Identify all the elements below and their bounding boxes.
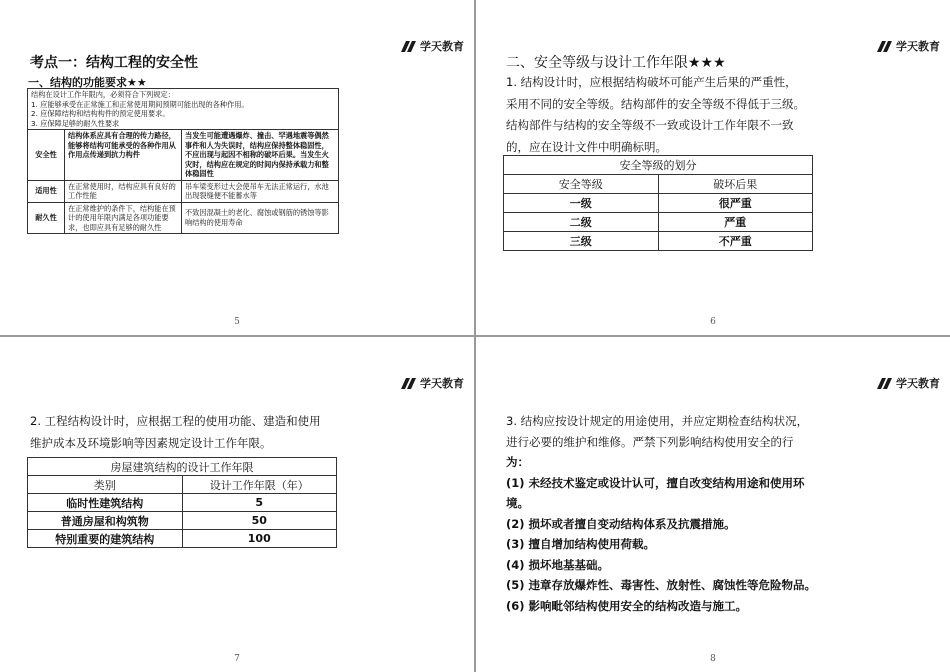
paragraph-line: 结构部件与结构的安全等级不一致或设计工作年限不一致 <box>506 118 794 132</box>
table-cell: 一级 <box>504 194 659 213</box>
table-cell: 临时性建筑结构 <box>28 494 183 512</box>
list-item: (1) 未经技术鉴定或设计认可，擅自改变结构用途和使用环 <box>506 475 805 490</box>
paragraph-line: 3. 结构应按设计规定的用途使用，并应定期检查结构状况， <box>506 414 809 428</box>
list-item: (6) 影响毗邻结构使用安全的结构改造与施工。 <box>506 598 748 613</box>
table-row <box>504 232 813 251</box>
paragraph-line: 的，应在设计文件中明确标明。 <box>506 139 667 154</box>
table-row <box>504 194 813 213</box>
function-requirements-table <box>27 88 339 234</box>
section-subtitle: 一、结构的功能要求★★ <box>28 76 147 89</box>
table-cell: 100 <box>182 530 337 548</box>
table-cell: 二级 <box>504 213 659 232</box>
logo-text: 学天教育 <box>896 40 940 53</box>
paragraph <box>506 72 826 158</box>
table-cell: 很严重 <box>658 194 813 213</box>
slide-6 <box>476 0 950 335</box>
table-caption-row <box>504 156 813 175</box>
safety-grade-table <box>503 155 813 251</box>
page-number: 7 <box>234 654 240 664</box>
row-detail: 不致因混凝土的老化、腐蚀或钢筋的锈蚀等影响结构的使用寿命 <box>182 202 339 234</box>
table-row <box>28 512 337 530</box>
paragraph-line: 1. 结构设计时，应根据结构破坏可能产生后果的严重性， <box>506 75 797 89</box>
row-detail: 吊车梁变形过大会使吊车无法正常运行，水池出现裂缝便不能蓄水等 <box>182 180 339 202</box>
logo-text: 学天教育 <box>896 377 940 390</box>
row-description: 在正常维护的条件下，结构能在预计的使用年限内满足各项功能要求，也即应具有足够的耐久性 <box>65 202 182 234</box>
slide-title: 考点一：结构工程的安全性 <box>30 55 198 71</box>
intro-line: 1. 应能够承受在正常施工和正常使用期间预期可能出现的各种作用。 <box>31 99 249 109</box>
paragraph <box>30 411 350 454</box>
paragraph-line: 维护成本及环境影响等因素规定设计工作年限。 <box>30 435 272 450</box>
column-header: 类别 <box>28 476 183 494</box>
table-row <box>28 202 339 234</box>
column-header: 设计工作年限（年） <box>182 476 337 494</box>
logo-mark-icon <box>877 378 893 389</box>
page-number: 6 <box>710 317 716 327</box>
list-item: (4) 损坏地基基础。 <box>506 557 610 572</box>
logo <box>401 375 464 391</box>
table-cell: 不严重 <box>658 232 813 251</box>
page-number: 5 <box>234 317 240 327</box>
table-cell: 三级 <box>504 232 659 251</box>
table-cell: 5 <box>182 494 337 512</box>
logo-text: 学天教育 <box>420 40 464 53</box>
slide-5 <box>0 0 474 335</box>
column-header: 破坏后果 <box>658 175 813 194</box>
row-label: 适用性 <box>28 180 65 202</box>
design-life-table <box>27 457 337 548</box>
table-cell: 严重 <box>658 213 813 232</box>
table-cell: 特别重要的建筑结构 <box>28 530 183 548</box>
intro-line: 结构在设计工作年限内，必须符合下列规定： <box>31 90 175 99</box>
table-row <box>504 213 813 232</box>
table-caption-row <box>28 458 337 476</box>
row-detail: 当发生可能遭遇爆炸、撞击、罕遇地震等偶然事件和人为失误时，结构应保持整体稳固性，不应出现与起因不相称的破坏后果。当发生火灾时，结构应在规定的时间内保持承载力和整体稳固性 <box>182 130 339 181</box>
table-cell: 50 <box>182 512 337 530</box>
paragraph-line: 2. 工程结构设计时，应根据工程的使用功能、建造和使用 <box>30 414 321 428</box>
table-row <box>28 180 339 202</box>
list-item: (2) 损坏或者擅自变动结构体系及抗震措施。 <box>506 516 736 531</box>
paragraph-line: 为： <box>506 455 529 469</box>
logo <box>877 38 940 54</box>
logo-mark-icon <box>401 378 417 389</box>
page-number: 8 <box>710 654 716 664</box>
intro-cell <box>28 89 339 130</box>
table-caption: 房屋建筑结构的设计工作年限 <box>28 458 337 476</box>
logo-text: 学天教育 <box>420 377 464 390</box>
row-label: 耐久性 <box>28 202 65 234</box>
logo-mark-icon <box>877 41 893 52</box>
paragraph <box>506 411 826 616</box>
slide-title: 二、安全等级与设计工作年限★★★ <box>506 55 726 71</box>
logo <box>401 38 464 54</box>
logo-mark-icon <box>401 41 417 52</box>
table-cell: 普通房屋和构筑物 <box>28 512 183 530</box>
slide-8 <box>476 337 950 672</box>
list-item: 境。 <box>506 496 529 510</box>
table-row <box>28 530 337 548</box>
logo <box>877 375 940 391</box>
slide-7 <box>0 337 474 672</box>
row-label: 安全性 <box>28 130 65 181</box>
table-row <box>28 494 337 512</box>
table-header-row <box>28 476 337 494</box>
list-item: (5) 违章存放爆炸性、毒害性、放射性、腐蚀性等危险物品。 <box>506 578 817 592</box>
row-description: 结构体系应具有合理的传力路径，能够将结构可能承受的各种作用从作用点传递到抗力构件 <box>65 130 182 181</box>
paragraph-line: 进行必要的维护和维修。严禁下列影响结构使用安全的行 <box>506 434 794 449</box>
table-header-row <box>504 175 813 194</box>
intro-line: 3. 应保障足够的耐久性要求 <box>31 118 120 128</box>
table-caption: 安全等级的划分 <box>504 156 813 175</box>
row-description: 在正常使用时，结构应具有良好的工作性能 <box>65 180 182 202</box>
table-row <box>28 89 339 130</box>
intro-line: 2. 应保障结构和结构构件的预定使用要求。 <box>31 109 170 118</box>
column-header: 安全等级 <box>504 175 659 194</box>
paragraph-line: 采用不同的安全等级。结构部件的安全等级不得低于三级。 <box>506 96 805 111</box>
table-row <box>28 130 339 181</box>
list-item: (3) 擅自增加结构使用荷载。 <box>506 537 656 551</box>
